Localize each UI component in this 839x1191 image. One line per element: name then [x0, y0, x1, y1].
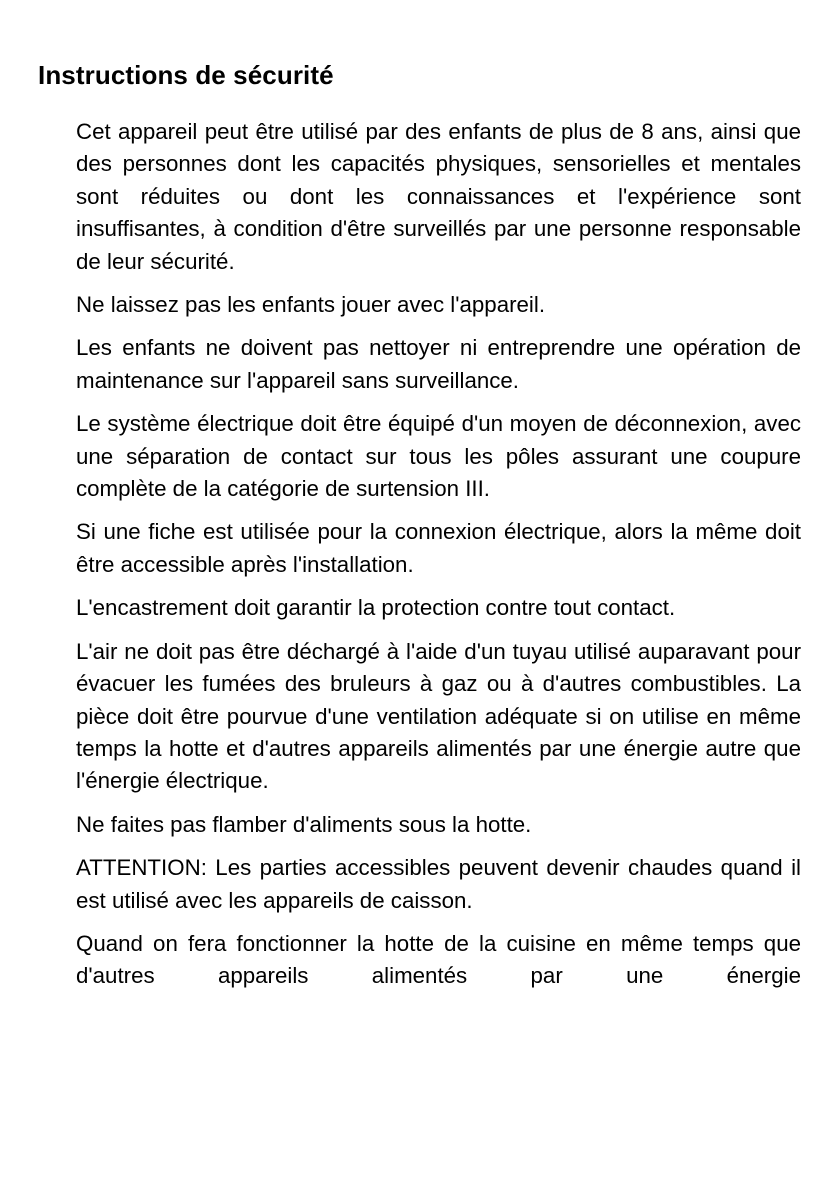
paragraph-children-play: Ne laissez pas les enfants jouer avec l'appareil. — [76, 292, 546, 318]
paragraph-children-supervision: Cet appareil peut être utilisé par des enfants de plus de 8 ans, ainsi que des personnes dont les capacités physiques, sensorielles et mentales sont réduites ou dont les connaissances et l'expérience sont insuffisantes, à condition d'être surveillés par une personne responsable de leur sécurité. — [76, 119, 801, 274]
page-title: Instructions de sécurité — [38, 60, 334, 90]
paragraph-ventilation: L'air ne doit pas être déchargé à l'aide d'un tuyau utilisé auparavant pour évacuer les fumées des bruleurs à gaz ou à d'autres combustibles. La pièce doit être pourvue d'une ventilation adéquate si on utilise en même temps la hotte et d'autres appareils alimentés par une énergie autre que l'énergie électrique. — [76, 638, 801, 794]
paragraph-children-cleaning: Les enfants ne doivent pas nettoyer ni entreprendre une opération de maintenance sur l'appareil sans surveillance. — [76, 335, 801, 393]
paragraph-no-flambe: Ne faites pas flamber d'aliments sous la hotte. — [76, 811, 532, 837]
paragraph-attention-hot-parts: ATTENTION: Les parties accessibles peuvent devenir chaudes quand il est utilisé avec les appareils de caisson. — [76, 855, 801, 913]
paragraph-disconnection: Le système électrique doit être équipé d'un moyen de déconnexion, avec une séparation de contact sur tous les pôles assurant une coupure complète de la catégorie de surtension III. — [76, 411, 801, 502]
paragraph-simultaneous-use: Quand on fera fonctionner la hotte de la cuisine en même temps que d'autres appareils alimentés par une énergie — [76, 930, 801, 989]
paragraph-plug-access: Si une fiche est utilisée pour la connexion électrique, alors la même doit être accessible après l'installation. — [76, 519, 801, 577]
safety-instructions-text — [76, 116, 801, 1004]
paragraph-contact-protection: L'encastrement doit garantir la protection contre tout contact. — [76, 595, 676, 621]
